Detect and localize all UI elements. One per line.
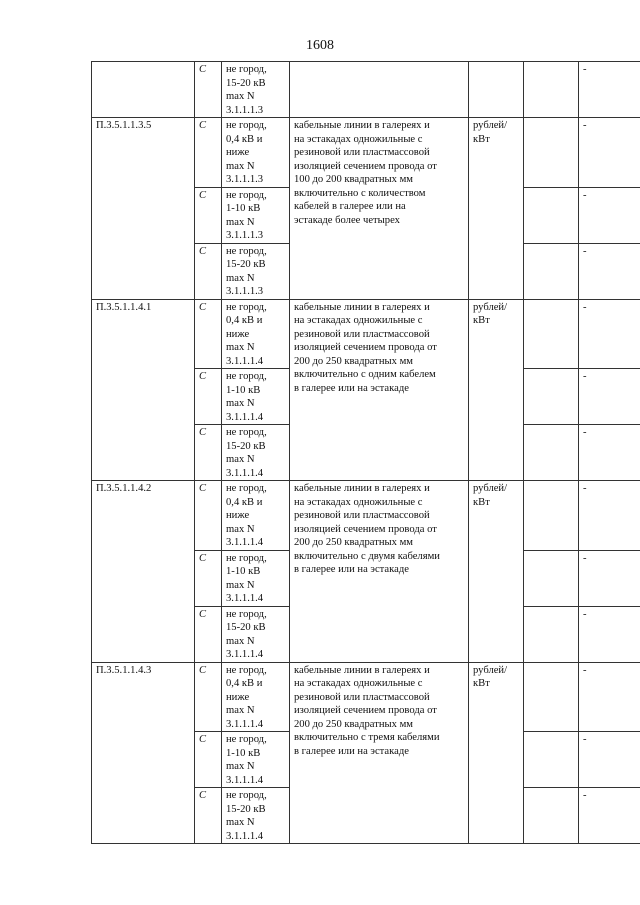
item-code: П.3.5.1.1.4.3 <box>92 662 195 844</box>
category-letter: С <box>195 299 222 369</box>
value-cell: - <box>579 550 640 606</box>
empty-cell <box>524 299 579 369</box>
value-cell: - <box>579 62 640 118</box>
value-cell: - <box>579 606 640 662</box>
condition-cell: не город, 15-20 кВ max N 3.1.1.1.4 <box>222 425 290 481</box>
empty-cell <box>524 732 579 788</box>
unit-cell: рублей/ кВт <box>469 118 524 300</box>
description-cell <box>290 62 469 118</box>
category-letter: С <box>195 118 222 188</box>
table-row <box>92 62 640 118</box>
condition-cell: не город, 1-10 кВ max N 3.1.1.1.4 <box>222 550 290 606</box>
condition-cell: не город, 0,4 кВ и ниже max N 3.1.1.1.3 <box>222 118 290 188</box>
item-code: П.3.5.1.1.4.1 <box>92 299 195 481</box>
value-cell: - <box>579 299 640 369</box>
category-letter: С <box>195 606 222 662</box>
unit-cell: рублей/ кВт <box>469 299 524 481</box>
empty-cell <box>524 62 579 118</box>
table-row <box>92 481 640 551</box>
value-cell: - <box>579 732 640 788</box>
condition-cell: не город, 15-20 кВ max N 3.1.1.1.4 <box>222 788 290 844</box>
category-letter: С <box>195 788 222 844</box>
category-letter: С <box>195 550 222 606</box>
condition-cell: не город, 15-20 кВ max N 3.1.1.1.3 <box>222 62 290 118</box>
category-letter: С <box>195 662 222 732</box>
category-letter: С <box>195 425 222 481</box>
empty-cell <box>524 550 579 606</box>
value-cell: - <box>579 425 640 481</box>
empty-cell <box>524 662 579 732</box>
empty-cell <box>524 369 579 425</box>
empty-cell <box>524 788 579 844</box>
item-code: П.3.5.1.1.3.5 <box>92 118 195 300</box>
empty-cell <box>524 118 579 188</box>
page-number: 1608 <box>306 38 334 53</box>
condition-cell: не город, 15-20 кВ max N 3.1.1.1.4 <box>222 606 290 662</box>
unit-cell: рублей/ кВт <box>469 481 524 663</box>
table-row <box>92 118 640 188</box>
category-letter: С <box>195 732 222 788</box>
condition-cell: не город, 15-20 кВ max N 3.1.1.1.3 <box>222 243 290 299</box>
category-letter: С <box>195 187 222 243</box>
condition-cell: не город, 1-10 кВ max N 3.1.1.1.3 <box>222 187 290 243</box>
value-cell: - <box>579 369 640 425</box>
description-cell: кабельные линии в галереях и на эстакадах одножильные с резиновой или пластмассовой изоляцией сечением провода от 200 до 250 квадратных мм включительно с одним кабелем в галерее или на эстакаде <box>290 299 469 481</box>
category-letter: С <box>195 62 222 118</box>
category-letter: С <box>195 481 222 551</box>
empty-cell <box>524 606 579 662</box>
value-cell: - <box>579 481 640 551</box>
empty-cell <box>524 425 579 481</box>
condition-cell: не город, 1-10 кВ max N 3.1.1.1.4 <box>222 369 290 425</box>
condition-cell: не город, 0,4 кВ и ниже max N 3.1.1.1.4 <box>222 299 290 369</box>
category-letter: С <box>195 243 222 299</box>
category-letter: С <box>195 369 222 425</box>
table-row <box>92 662 640 732</box>
value-cell: - <box>579 788 640 844</box>
item-code: П.3.5.1.1.4.2 <box>92 481 195 663</box>
condition-cell: не город, 0,4 кВ и ниже max N 3.1.1.1.4 <box>222 481 290 551</box>
description-cell: кабельные линии в галереях и на эстакадах одножильные с резиновой или пластмассовой изоляцией сечением провода от 200 до 250 квадратных мм включительно с двумя кабелями в галерее или на эстакаде <box>290 481 469 663</box>
value-cell: - <box>579 662 640 732</box>
item-code <box>92 62 195 118</box>
empty-cell <box>524 187 579 243</box>
value-cell: - <box>579 187 640 243</box>
unit-cell: рублей/ кВт <box>469 662 524 844</box>
description-cell: кабельные линии в галереях и на эстакадах одножильные с резиновой или пластмассовой изоляцией сечением провода от 100 до 200 квадратных мм включительно с количеством кабелей в галерее или на эстакаде более четырех <box>290 118 469 300</box>
condition-cell: не город, 1-10 кВ max N 3.1.1.1.4 <box>222 732 290 788</box>
condition-cell: не город, 0,4 кВ и ниже max N 3.1.1.1.4 <box>222 662 290 732</box>
description-cell: кабельные линии в галереях и на эстакадах одножильные с резиновой или пластмассовой изоляцией сечением провода от 200 до 250 квадратных мм включительно с тремя кабелями в галерее или на эстакаде <box>290 662 469 844</box>
empty-cell <box>524 481 579 551</box>
value-cell: - <box>579 118 640 188</box>
table-row <box>92 299 640 369</box>
tariff-table <box>91 61 640 844</box>
empty-cell <box>524 243 579 299</box>
unit-cell <box>469 62 524 118</box>
value-cell: - <box>579 243 640 299</box>
